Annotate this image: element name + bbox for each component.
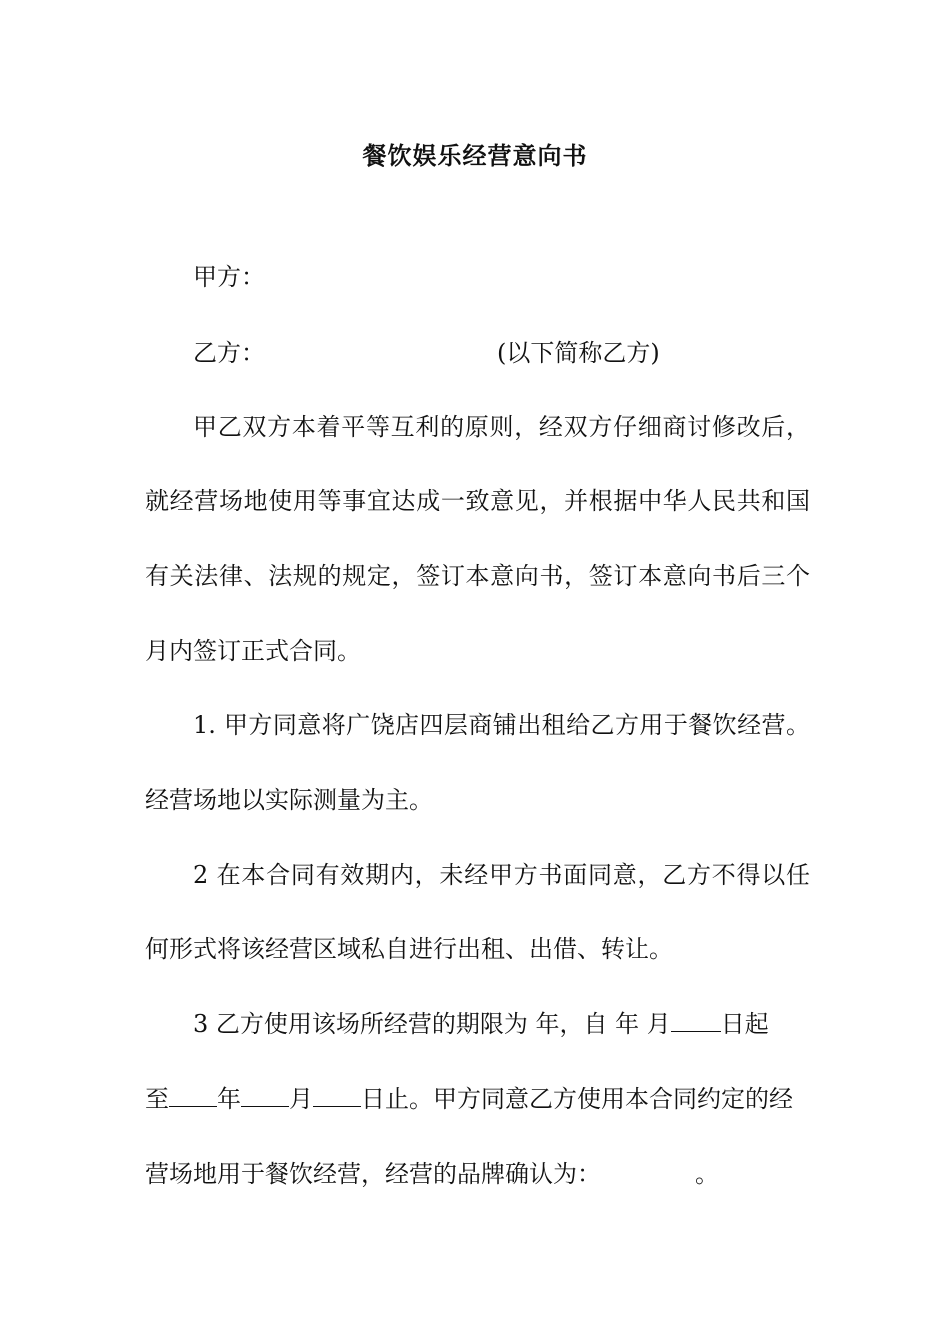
end-month-blank xyxy=(241,1105,289,1107)
clause-3-brand-text: 营场地用于餐饮经营，经营的品牌确认为： xyxy=(145,1160,601,1188)
intro-line-3: 有关法律、法规的规定，签订本意向书，签订本意向书后三个 xyxy=(145,562,810,590)
end-year-label: 年 xyxy=(217,1085,241,1113)
intro-line-4: 月内签订正式合同。 xyxy=(145,637,361,665)
party-a-label: 甲方： xyxy=(193,263,265,291)
party-b-label: 乙方： xyxy=(193,339,265,367)
end-month-label: 月 xyxy=(289,1085,313,1113)
start-day-blank xyxy=(671,1030,721,1032)
clause-3-line-1 xyxy=(193,1009,810,1039)
clause-2-line-1: 2 在本合同有效期内，未经甲方书面同意，乙方不得以任 xyxy=(193,861,810,889)
clause-3-term-text: 3 乙方使用该场所经营的期限为 年，自 年 月 xyxy=(193,1010,671,1038)
clause-1-line-2: 经营场地以实际测量为主。 xyxy=(145,786,433,814)
clause-3-end-mark: 。 xyxy=(695,1160,719,1188)
party-b-line xyxy=(193,338,810,368)
document-title: 餐饮娱乐经营意向书 xyxy=(362,142,588,170)
clause-3-agreement-text: 日止。甲方同意乙方使用本合同约定的经 xyxy=(361,1085,793,1113)
clause-3-line-3 xyxy=(145,1159,810,1189)
clause-3-line-2 xyxy=(145,1084,810,1114)
intro-line-1: 甲乙双方本着平等互利的原则，经双方仔细商讨修改后， xyxy=(193,413,810,441)
end-year-blank xyxy=(169,1105,217,1107)
end-day-blank xyxy=(313,1105,361,1107)
clause-1-line-1: 1. 甲方同意将广饶店四层商铺出租给乙方用于餐饮经营。 xyxy=(193,711,810,739)
intro-line-2: 就经营场地使用等事宜达成一致意见，并根据中华人民共和国 xyxy=(145,487,810,515)
clause-3-start-suffix: 日起 xyxy=(720,1010,769,1038)
clause-3-to-text: 至 xyxy=(145,1085,169,1113)
party-b-note: (以下简称乙方) xyxy=(497,339,660,367)
clause-2-line-2: 何形式将该经营区域私自进行出租、出借、转让。 xyxy=(145,935,673,963)
